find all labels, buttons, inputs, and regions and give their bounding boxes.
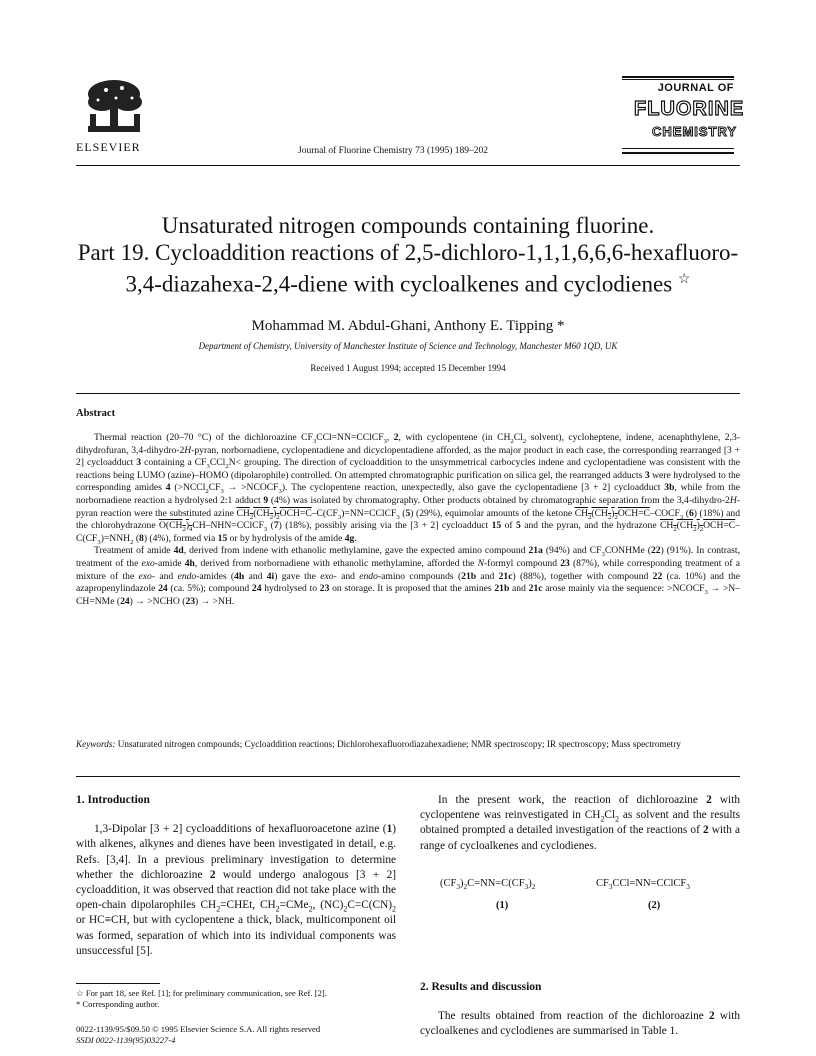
title-line-1: Unsaturated nitrogen compounds containing fluorine. [161, 213, 655, 238]
right-column [420, 793, 740, 1039]
article-title [60, 212, 756, 298]
left-column [76, 793, 396, 959]
title-line-3: 3,4-diazahexa-2,4-diene with cycloalkenes and cyclodienes [125, 271, 673, 297]
footnote-rule [76, 983, 160, 984]
compound-1-label: (1) [496, 899, 509, 911]
logo-line-chemistry: CHEMISTRY [652, 124, 738, 139]
abstract-heading: Abstract [76, 408, 116, 419]
compound-formulas [420, 854, 740, 922]
body-top-rule [76, 776, 740, 777]
keywords-label: Keywords: [76, 739, 116, 749]
elsevier-tree-logo [78, 76, 150, 138]
authors: Mohammad M. Abdul-Ghani, Anthony E. Tipping * [251, 318, 565, 334]
keywords-text: Unsaturated nitrogen compounds; Cycloaddition reactions; Dichlorohexafluorodiazahexadiene; NMR spectroscopy; IR spectroscopy; Mass spectrometry [117, 739, 681, 749]
journal-of-fluorine-chemistry-logo [622, 76, 745, 160]
keywords [76, 738, 740, 750]
issn-copyright: 0022-1139/95/$09.50 © 1995 Elsevier Science S.A. All rights reserved [76, 1024, 321, 1034]
abstract-text [76, 432, 740, 608]
publisher-name: ELSEVIER [76, 140, 141, 154]
compound-2-formula: $CF_3CCl=NN=CClCF_3$ [596, 877, 690, 891]
header-rule [76, 165, 740, 166]
article-identifiers [76, 1024, 396, 1046]
compound-1-formula: $(CF_3)_2C=NN=C(CF_3)_2$ [440, 877, 536, 891]
compound-2-label: (2) [648, 899, 661, 911]
abstract-paragraph-1: Thermal reaction (20–70 °C) of the dichloroazine $CF_3CCl=NN=CClCF_3$, 2, with cyclopentene (in $CH_2Cl_2$ solvent), cycloheptene, indene, acenaphthylene, 2,3-dihydrofuran, 3,4-dihydro-2H-pyran, norbornadiene, cyclopentadiene and dicyclopentadiene afforded, as the major product in each case, the corresponding rearranged [3 + 2] cycloadduct 3 containing a $CF_3CCl_2N<$ grouping. The direction of cycloaddition to the unsymmetrical carbocycles indene and cyclopentadiene was consistent with the reactions being LUMO (azine)–HOMO (dipolarophile) controlled. On attempted chromatographic purification on silica gel, the rearranged adducts 3 were hydrolysed to the corresponding amides 4 ($>NCCl_2CF_3$ → $>NCOCF_3$). The cyclopentene reaction, unexpectedly, also gave the cyclopentadiene [3 + 2] cycloadduct 3b, while from the norbornadiene reaction a hydrolysed 2:1 adduct 9 (4%) was isolated by chromatography. Other products obtained by chromatographic separation from the 3,4-dihydro-2H-pyran reaction were the substituted azine $CH_2(CH_2)_2OCH=C-C(CF_3)=NN=CClCF_3$ (5) (29%), equimolar amounts of the ketone $CH_2(CH_2)_2OCH=C-COCF_3$ (6) (18%) and the chlorohydrazone $O(CH_2)_4CH-NHN=CClCF_3$ (7) (18%), possibly arising via the [3 + 2] cycloadduct 15 of 5 and the pyran, and the hydrazone $CH_2(CH_2)_2OCH=C-C(CF_3)=NNH_2$ (8) (4%), formed via 15 or by hydrolysis of the amide 4g. [76, 432, 741, 546]
title-footnote-mark: ☆ [677, 272, 691, 287]
logo-line-fluorine: FLUORINE [634, 98, 745, 120]
results-heading: 2. Results and discussion [420, 980, 542, 993]
footnotes [76, 988, 396, 1010]
title-line-2: Part 19. Cycloaddition reactions of 2,5-dichloro-1,1,1,6,6,6-hexafluoro- [77, 240, 739, 265]
results-intro-paragraph: In the present work, the reaction of dichloroazine 2 with cyclopentene was reinvestigated in $CH_2Cl_2$ as solvent and the results obtained prompted a detailed investigation of the reactions of 2 with a range of cycloalkenes and cyclodienes. [420, 794, 740, 852]
footnote-part18: ☆ For part 18, see Ref. [1]; for preliminary communication, see Ref. [2]. [76, 988, 327, 998]
ssdi: SSDI 0022-1139(95)03227-4 [76, 1035, 176, 1045]
abstract-paragraph-2: Treatment of amide 4d, derived from indene with ethanolic methylamine, gave the expected amino compound 21a (94%) and $CF_3CONHMe$ (22) (91%). In contrast, treatment of the exo-amide 4h, derived from norbornadiene with ethanolic methylamine, afforded the N-formyl compound 23 (87%), while corresponding treatment of a mixture of the exo- and endo-amides (4h and 4i) gave the exo- and endo-amino compounds (21b and 21c) (88%), together with compound 22 (ca. 10%) and the azapropenylindazole 24 (ca. 5%); compound 24 hydrolysed to 23 on storage. It is proposed that the amines 21b and 21c arose mainly via the sequence: $>NCOCF_3 \to >N-CH=NMe$ (24) → >NCHO (23) → >NH. [76, 545, 741, 607]
footnote-corresponding-author: * Corresponding author. [76, 999, 160, 1009]
introduction-heading: 1. Introduction [76, 794, 150, 806]
received-dates: Received 1 August 1994; accepted 15 December 1994 [310, 363, 506, 373]
logo-line-journal: JOURNAL OF [657, 82, 734, 94]
introduction-paragraph: 1,3-Dipolar [3 + 2] cycloadditions of hexafluoroacetone azine (1) with alkenes, alkynes and dienes have been investigated in detail, e.g. Refs. [3,4]. In a previous preliminary investigation to determine whether the dichloroazine 2 would undergo analogous [3 + 2] cycloaddition, it was observed that reaction did not take place with the open-chain dipolarophiles $CH_2=CHEt$, $CH_2=CMe_2$, $(NC)_2C=C(CN)_2$ or HC≡CH, but with cyclopentene a thick, black, multicomponent oil was formed, separation of which into its individual components was unsuccessful [5]. [76, 823, 396, 957]
results-paragraph: The results obtained from reaction of the dichloroazine 2 with cycloalkenes and cyclodienes are summarised in Table 1. [420, 1010, 740, 1038]
abstract-top-rule [76, 393, 740, 394]
journal-reference: Journal of Fluorine Chemistry 73 (1995) 189–202 [298, 146, 488, 156]
affiliation: Department of Chemistry, University of Manchester Institute of Science and Technology, Manchester M60 1QD, UK [198, 341, 618, 351]
